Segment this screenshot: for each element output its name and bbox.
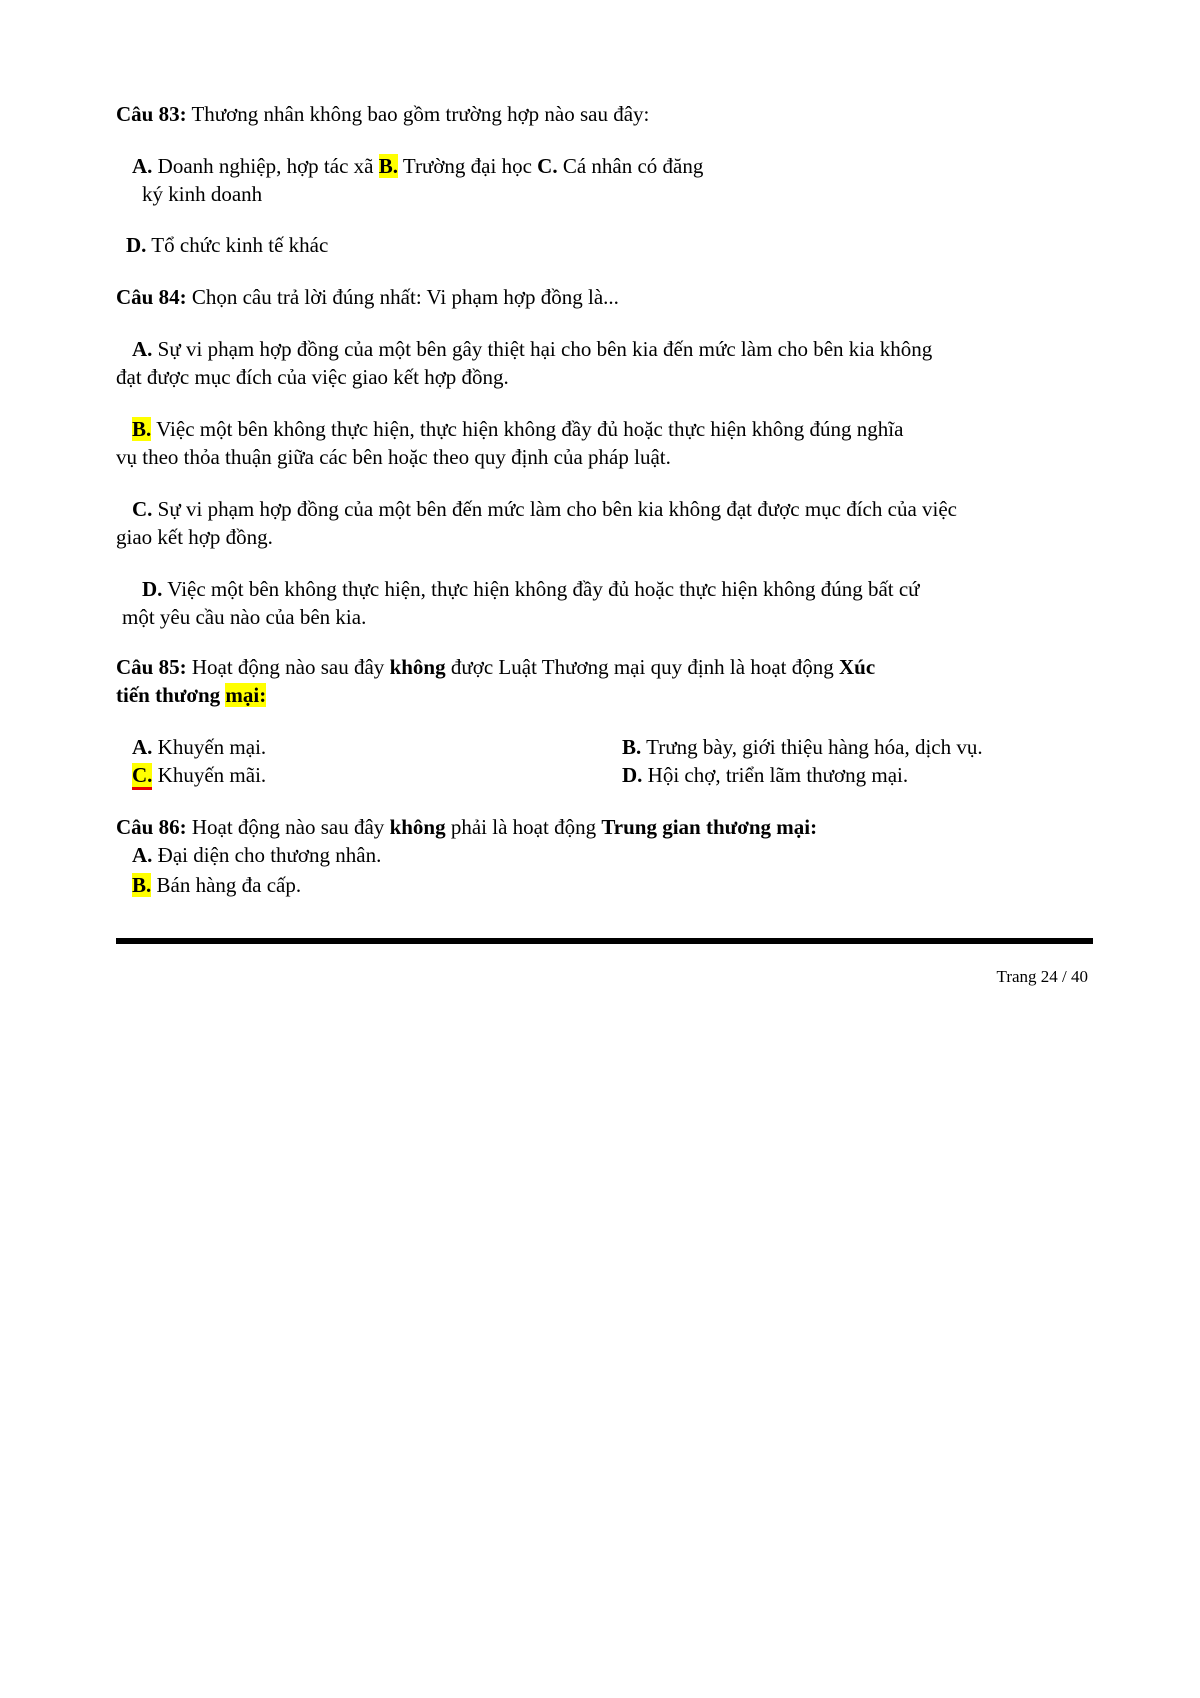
question-84 [116,283,619,311]
page-number: Trang 24 / 40 [996,967,1088,986]
q84-option-a [132,335,932,363]
option-text: Sự vi phạm hợp đồng của một bên gây thiệt hại cho bên kia đến mức làm cho bên kia không [152,337,933,361]
question-label: Câu 84: [116,285,187,309]
option-text: Doanh nghiệp, hợp tác xã [152,154,379,178]
question-emphasis: tiến thương [116,683,226,707]
q84-option-a-cont [116,363,509,391]
option-text: Việc một bên không thực hiện, thực hiện không đầy đủ hoặc thực hiện không đúng nghĩa [151,417,904,441]
option-text: giao kết hợp đồng. [116,525,273,549]
option-text: vụ theo thỏa thuận giữa các bên hoặc theo quy định của pháp luật. [116,445,671,469]
question-emphasis: không [389,655,446,679]
option-text: một yêu cầu nào của bên kia. [122,605,367,629]
question-emphasis: Xúc [838,655,876,679]
option-label: C. [537,154,558,178]
option-label: D. [622,763,643,787]
question-label: Câu 86: [116,815,187,839]
option-text: Sự vi phạm hợp đồng của một bên đến mức làm cho bên kia không đạt được mục đích của việc [152,497,957,521]
question-label: Câu 85: [116,655,187,679]
q84-option-c [132,495,957,523]
option-text: Việc một bên không thực hiện, thực hiện không đầy đủ hoặc thực hiện không đúng bất cứ [162,577,920,601]
option-label: C. [132,497,153,521]
option-text: Hội chợ, triển lãm thương mại. [642,763,909,787]
option-text: Cá nhân có đăng [557,154,704,178]
option-label: A. [132,843,153,867]
option-text: Đại diện cho thương nhân. [152,843,382,867]
question-emphasis-highlight: mại: [225,683,267,707]
question-text: Chọn câu trả lời đúng nhất: Vi phạm hợp đồng là... [186,285,619,309]
option-label: A. [132,154,153,178]
q84-option-c-cont [116,523,273,551]
q83-options-abc [132,152,703,180]
option-text: Khuyến mại. [152,735,267,759]
question-85 [116,653,875,681]
option-text: Trưng bày, giới thiệu hàng hóa, dịch vụ. [641,735,983,759]
q84-option-b-cont [116,443,671,471]
option-text: Trường đại học [397,154,538,178]
option-text: Bán hàng đa cấp. [151,873,302,897]
footer-divider [116,938,1093,944]
answer-highlight: B. [378,154,398,178]
question-label: Câu 83: [116,102,187,126]
q84-option-b [132,415,903,443]
question-emphasis: không [389,815,446,839]
q83-option-c-cont [142,180,262,208]
option-label: B. [622,735,642,759]
q86-option-a [132,841,381,869]
q85-option-a [132,733,266,761]
answer-highlight: B. [132,873,152,897]
q84-option-d-cont [122,603,366,631]
q85-option-b [622,733,983,761]
question-85-cont [116,681,266,709]
option-text: ký kinh doanh [142,182,263,206]
q84-option-d [142,575,920,603]
option-label: D. [126,233,147,257]
option-text: Tổ chức kinh tế khác [146,233,329,257]
q85-option-d [622,761,908,789]
question-text: Thương nhân không bao gồm trường hợp nào sau đây: [186,102,650,126]
question-text: phải là hoạt động [445,815,602,839]
option-label: A. [132,337,153,361]
question-86 [116,813,817,841]
answer-highlight: C. [132,763,152,790]
question-text: Hoạt động nào sau đây [186,815,390,839]
q85-option-c [132,761,266,789]
option-label: D. [142,577,163,601]
question-text: Hoạt động nào sau đây [186,655,390,679]
answer-highlight: B. [132,417,152,441]
q86-option-b [132,871,301,899]
option-label: A. [132,735,153,759]
option-text: Khuyến mãi. [152,763,267,787]
option-text: đạt được mục đích của việc giao kết hợp đồng. [116,365,509,389]
question-83 [116,100,649,128]
question-text: được Luật Thương mại quy định là hoạt động [445,655,839,679]
question-emphasis: Trung gian thương mại: [601,815,818,839]
q83-option-d [126,231,328,259]
